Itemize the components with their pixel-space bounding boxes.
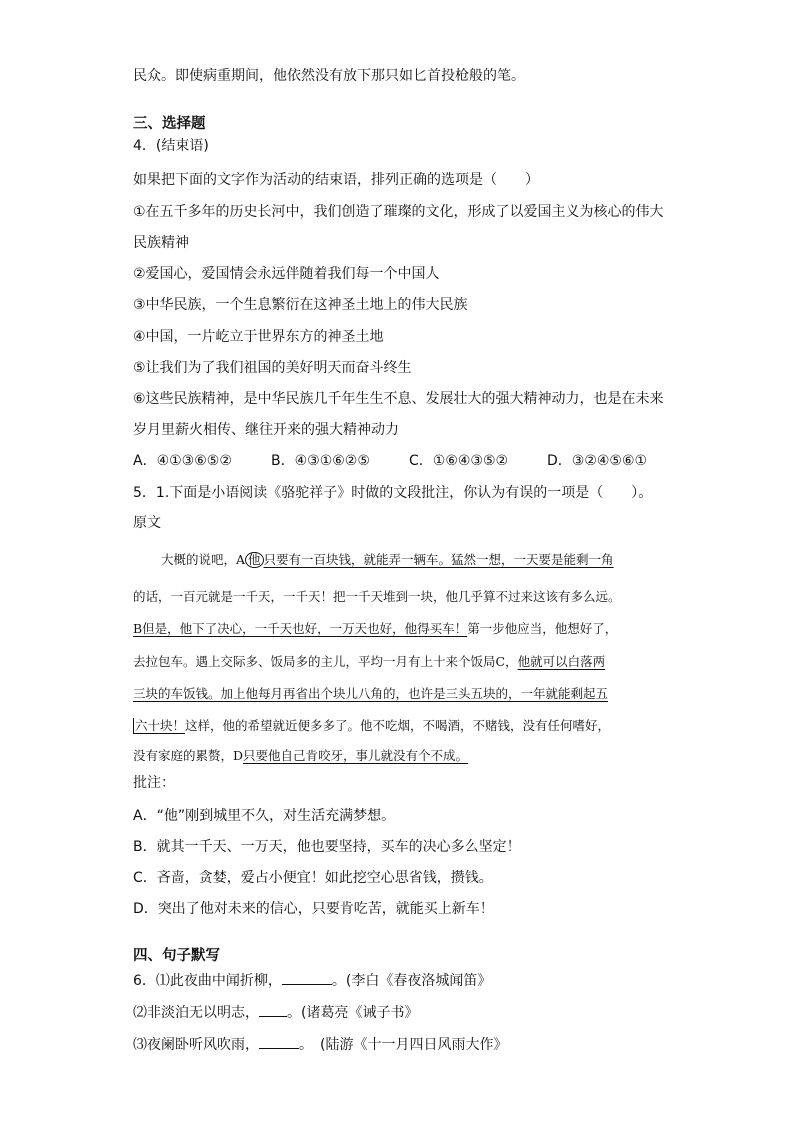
recitation-line-3 — [133, 1034, 507, 1055]
question-4-label: 4．(结束语) — [133, 138, 209, 154]
recitation-line-1 — [133, 970, 491, 991]
excerpt-text: 大概的说吧，A — [161, 552, 246, 567]
q4-item-6: ⑥这些民族精神，是中华民族几千年生生不息、发展壮大的强大精神动力，也是在未来 — [133, 391, 664, 407]
bracketed-text: 六十块！ — [135, 718, 186, 733]
recitation-line-2 — [133, 1002, 418, 1023]
circled-word: 他 — [245, 552, 264, 568]
section-3-heading: 三、选择题 — [133, 116, 206, 132]
excerpt-text: 去拉包车。遇上交际多、饭局多的主儿，平均一月有上十来个饭局C， — [133, 654, 518, 669]
verse-text: ⑵非淡泊无以明志， — [133, 1005, 259, 1021]
excerpt-line-6 — [133, 716, 673, 736]
answer-blank[interactable] — [259, 1034, 299, 1049]
source-label: 原文 — [133, 515, 161, 531]
underlined-text: 他就可以白落两 — [517, 654, 606, 669]
verse-source: 。(李白《春夜洛城闻笛》 — [331, 973, 492, 989]
excerpt-line-4 — [133, 652, 673, 672]
q4-option-d[interactable]: D．③②④⑤⑥① — [547, 453, 648, 469]
q4-item-5: ⑤让我们为了我们祖国的美好明天而奋斗终生 — [133, 360, 412, 376]
q4-option-c[interactable]: C．①⑥④③⑤② — [409, 453, 509, 469]
annotation-label: 批注： — [133, 775, 175, 791]
verse-text: ⑶夜阑卧听风吹雨， — [133, 1037, 259, 1053]
q4-item-1-cont: 民族精神 — [133, 235, 189, 251]
q4-option-b[interactable]: B．④③①⑥②⑤ — [271, 453, 370, 469]
q4-item-3: ③中华民族，一个生息繁衍在这神圣土地上的伟大民族 — [133, 297, 468, 313]
question-4-prompt: 如果把下面的文字作为活动的结束语，排列正确的选项是（ ） — [133, 172, 539, 188]
underlined-text: B但是，他下了决心，一千天也好，一万天也好，他得买车！ — [133, 621, 468, 636]
underlined-text: 三块的车饭钱。加上他每月再省出个块儿八角的，也许是三头五块的，一年就能剩起五 — [133, 686, 609, 701]
excerpt-line-5 — [133, 684, 673, 704]
annotation-c[interactable]: C．吝啬，贪婪，爱占小便宜！如此挖空心思省钱，攒钱。 — [133, 870, 493, 886]
intro-line: 民众。即使病重期间，他依然没有放下那只如匕首投枪般的笔。 — [133, 68, 525, 84]
verse-source: 。(诸葛亮《诫子书》 — [287, 1005, 419, 1021]
verse-source: 。 (陆游《十一月四日风雨大作》 — [299, 1037, 508, 1053]
q4-item-6-cont: 岁月里薪火相传、继往开来的强大精神动力 — [133, 422, 399, 438]
excerpt-line-1 — [133, 550, 701, 570]
excerpt-text: 这样，他的希望就近便多多了。他不吃烟，不喝酒，不赌钱，没有任何嗜好， — [185, 718, 611, 733]
excerpt-line-2: 的话，一百元就是一千天，一千天！把一千天堆到一块，他几乎算不过来这该有多么远。 — [133, 589, 621, 604]
answer-blank[interactable] — [282, 970, 332, 985]
question-5-prompt: 5．1.下面是小语阅读《骆驼祥子》时做的文段批注，你认为有误的一项是（ ）。 — [133, 485, 653, 501]
q4-item-1: ①在五千多年的历史长河中，我们创造了璀璨的文化，形成了以爱国主义为核心的伟大 — [133, 204, 664, 220]
excerpt-text: 第一步他应当，他想好了， — [467, 621, 618, 636]
section-4-heading: 四、句子默写 — [133, 948, 220, 964]
annotation-d[interactable]: D．突出了他对未来的信心，只要肯吃苦，就能买上新车！ — [133, 901, 494, 917]
q4-option-a[interactable]: A．④①③⑥⑤② — [133, 453, 232, 469]
q4-options — [133, 451, 647, 471]
answer-blank[interactable] — [259, 1002, 287, 1017]
q4-item-4: ④中国，一片屹立于世界东方的神圣土地 — [133, 329, 384, 345]
annotation-b[interactable]: B．就其一千天、一万天，他也要坚持，买车的决心多么坚定！ — [133, 839, 521, 855]
annotation-a[interactable]: A．“他”刚到城里不久，对生活充满梦想。 — [133, 808, 396, 824]
verse-text: 6．⑴此夜曲中闻折柳， — [133, 973, 282, 989]
underlined-text: 只要有一百块钱，就能弄一辆车。猛然一想，一天要是能剩一角 — [263, 552, 614, 567]
excerpt-line-3 — [133, 619, 673, 639]
underlined-text: 只要他自己肯咬牙，事儿就没有个不成。 — [243, 748, 469, 763]
q4-item-2: ②爱国心，爱国情会永远伴随着我们每一个中国人 — [133, 266, 440, 282]
excerpt-text: 没有家庭的累赘，D — [133, 748, 244, 763]
excerpt-line-7 — [133, 746, 673, 766]
